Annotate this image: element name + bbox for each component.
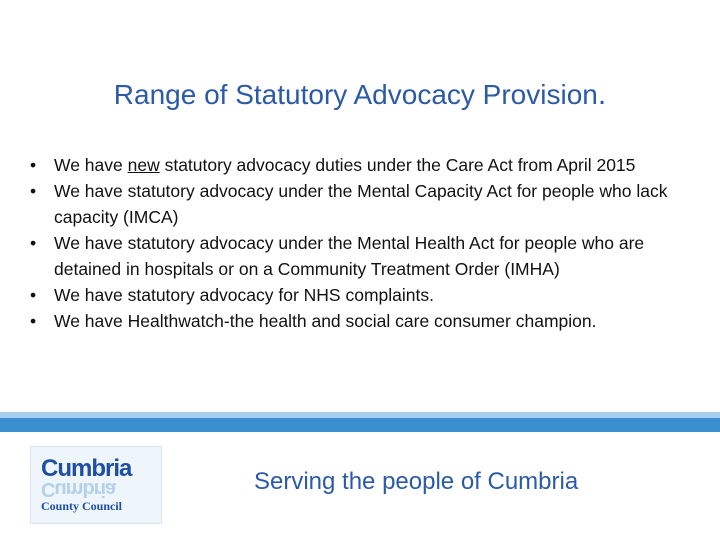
bullet-item (30, 308, 670, 334)
bullet-text-post: statutory advocacy duties under the Care Act from April 2015 (159, 155, 636, 175)
bullet-dot: • (30, 311, 37, 331)
footer-band (0, 418, 720, 432)
bullet-dot: • (30, 233, 37, 253)
bullet-text-emphasis: new (127, 155, 160, 175)
logo-word-reflection: Cumbria (41, 478, 116, 500)
slide-title (0, 78, 720, 112)
footer-tagline: Serving the people of Cumbria (254, 468, 579, 495)
bullet-text: We have statutory advocacy under the Mental Capacity Act for people who lack capacity (IMCA) (54, 181, 668, 227)
slide-title-text: Range of Statutory Advocacy Provision (113, 79, 598, 110)
bullet-item (30, 230, 670, 282)
bullet-item (30, 178, 670, 230)
logo-word: Cumbria (41, 455, 132, 482)
cumbria-county-council-logo (30, 446, 162, 524)
bullet-item (30, 152, 670, 178)
bullet-item (30, 282, 670, 308)
bullet-list (30, 152, 670, 334)
bullet-text: We have Healthwatch-the health and social care consumer champion. (54, 311, 597, 331)
bullet-dot: • (30, 155, 37, 175)
bullet-text-pre: We have (54, 155, 128, 175)
bullet-dot: • (30, 285, 37, 305)
bullet-dot: • (30, 181, 37, 201)
logo-subtitle: County Council (41, 499, 123, 513)
slide-title-period: . (597, 78, 607, 111)
bullet-text: We have statutory advocacy for NHS complaints. (54, 285, 434, 305)
bullet-text: We have statutory advocacy under the Mental Health Act for people who are detained in hospitals or on a Community Treatment Order (IMHA) (54, 233, 645, 279)
